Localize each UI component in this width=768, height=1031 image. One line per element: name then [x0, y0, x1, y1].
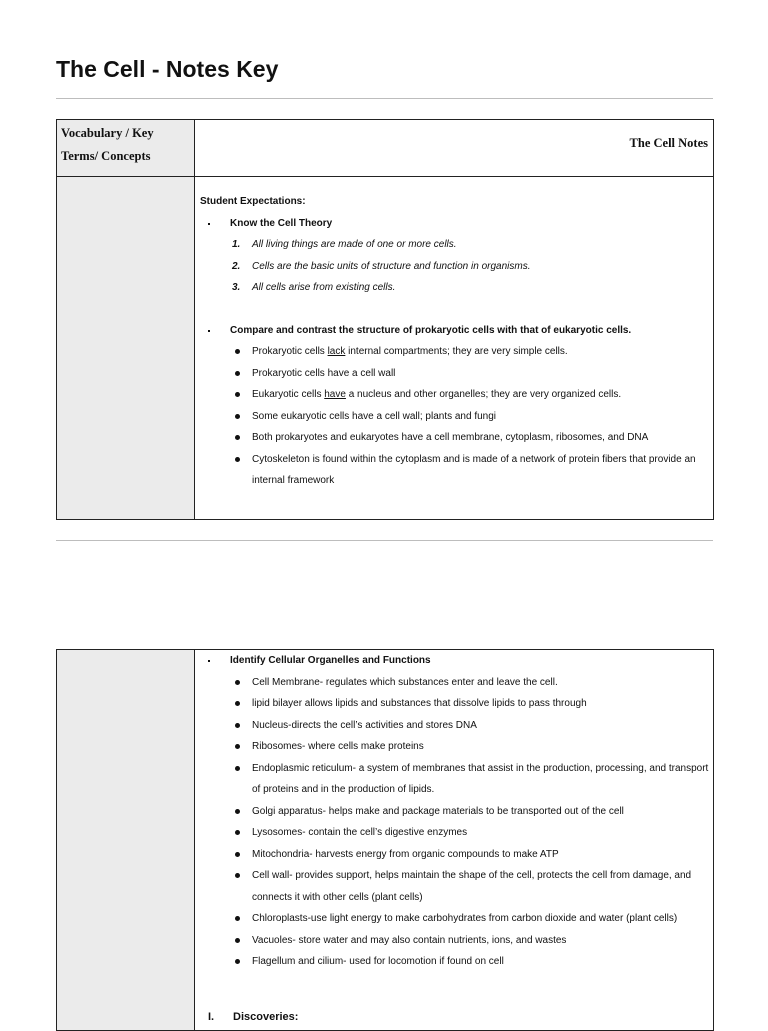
list-item: Both prokaryotes and eukaryotes have a cell membrane, cytoplasm, ribosomes, and DNA: [195, 427, 713, 449]
divider-bottom: [56, 540, 713, 541]
organelles-heading: Identify Cellular Organelles and Functions: [195, 650, 713, 672]
section-number: I.: [208, 1011, 215, 1023]
section-title: Discoveries:: [233, 1011, 299, 1023]
vocab-header: Vocabulary / Key Terms/ Concepts: [61, 126, 154, 163]
list-item: Prokaryotic cells lack internal compartments; they are very simple cells.: [195, 341, 713, 363]
divider-top: [56, 98, 713, 99]
list-item: Some eukaryotic cells have a cell wall; plants and fungi: [195, 406, 713, 428]
list-item: Nucleus-directs the cell’s activities and stores DNA: [195, 715, 713, 737]
list-item: Vacuoles- store water and may also contain nutrients, ions, and wastes: [195, 930, 713, 952]
organelles-list: [195, 672, 713, 973]
notes-table-1: [56, 119, 714, 520]
vocab-header-cell: [57, 120, 195, 177]
expectations-label: Student Expectations:: [200, 196, 306, 207]
compare-list: [195, 341, 713, 492]
vocab-column: [57, 650, 195, 1031]
list-item: Lysosomes- contain the cell’s digestive enzymes: [195, 822, 713, 844]
list-item: Golgi apparatus- helps make and package materials to be transported out of the cell: [195, 801, 713, 823]
list-item: Cell Membrane- regulates which substances enter and leave the cell.: [195, 672, 713, 694]
section-heading-discoveries: [208, 1011, 298, 1023]
list-item: 2. Cells are the basic units of structure and function in organisms.: [232, 260, 531, 272]
list-item: Cytoskeleton is found within the cytoplasm and is made of a network of protein fibers that provide an internal framework: [195, 449, 713, 492]
notes-header-cell: [195, 120, 714, 177]
list-item: Endoplasmic reticulum- a system of membranes that assist in the production, processing, and transport of proteins and in the production of lipids.: [195, 758, 713, 801]
vocab-column: [57, 177, 195, 520]
list-item: 3. All cells arise from existing cells.: [232, 282, 396, 293]
notes-body: [195, 650, 714, 1031]
notes-body: [195, 177, 714, 520]
list-item: Flagellum and cilium- used for locomotion if found on cell: [195, 951, 713, 973]
list-item: Mitochondria- harvests energy from organic compounds to make ATP: [195, 844, 713, 866]
cell-theory-heading: Know the Cell Theory: [195, 213, 713, 235]
compare-heading: Compare and contrast the structure of prokaryotic cells with that of eukaryotic cells.: [195, 320, 713, 342]
list-item: Prokaryotic cells have a cell wall: [195, 363, 713, 385]
list-item: Chloroplasts-use light energy to make carbohydrates from carbon dioxide and water (plant cells): [195, 908, 713, 930]
notes-header: The Cell Notes: [629, 136, 708, 150]
list-item: lipid bilayer allows lipids and substances that dissolve lipids to pass through: [195, 693, 713, 715]
list-item: Ribosomes- where cells make proteins: [195, 736, 713, 758]
page-title: The Cell - Notes Key: [56, 56, 279, 82]
list-item: 1. All living things are made of one or more cells.: [232, 239, 457, 250]
notes-table-2: [56, 649, 714, 1031]
list-item: Eukaryotic cells have a nucleus and other organelles; they are very organized cells.: [195, 384, 713, 406]
cell-theory-list: [195, 234, 713, 299]
list-item: Cell wall- provides support, helps maintain the shape of the cell, protects the cell from damage, and connects it with other cells (plant cells): [195, 865, 713, 908]
